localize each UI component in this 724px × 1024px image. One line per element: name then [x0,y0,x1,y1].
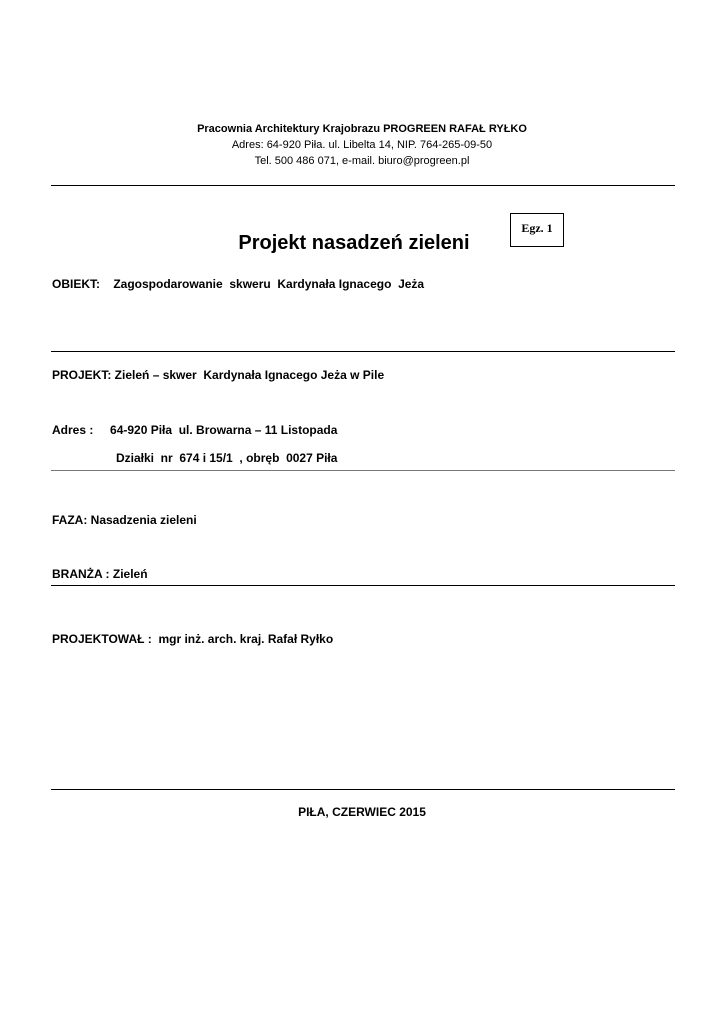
company-name: Pracownia Architektury Krajobrazu PROGREEN RAFAŁ RYŁKO [197,123,527,135]
divider-bottom [51,789,675,790]
address-line-1: Adres : 64-920 Piła ul. Browarna – 11 Listopada [52,423,338,437]
designer-field: PROJEKTOWAŁ : mgr inż. arch. kraj. Rafał Ryłko [52,632,334,646]
divider-top [51,185,675,186]
discipline-field: BRANŻA : Zieleń [52,567,148,581]
place-date: PIŁA, CZERWIEC 2015 [298,805,426,819]
divider-address [51,470,675,471]
company-address: Adres: 64-920 Piła. ul. Libelta 14, NIP. 764-265-09-50 [231,139,493,151]
address-line-2: Działki nr 674 i 15/1 , obręb 0027 Piła [116,451,338,465]
page-title: Projekt nasadzeń zieleni [238,232,470,254]
company-contact: Tel. 500 486 071, e-mail. biuro@progreen.pl [254,155,470,167]
object-field: OBIEKT: Zagospodarowanie skweru Kardynała Ignacego Jeża [52,277,425,291]
letterhead [0,121,724,169]
copy-number-box [510,213,564,247]
phase-field: FAZA: Nasadzenia zieleni [52,513,197,527]
divider-discipline [51,585,675,586]
copy-number-label: Egz. 1 [521,221,553,235]
divider-object [51,351,675,352]
project-field: PROJEKT: Zieleń – skwer Kardynała Ignacego Jeża w Pile [52,368,385,382]
